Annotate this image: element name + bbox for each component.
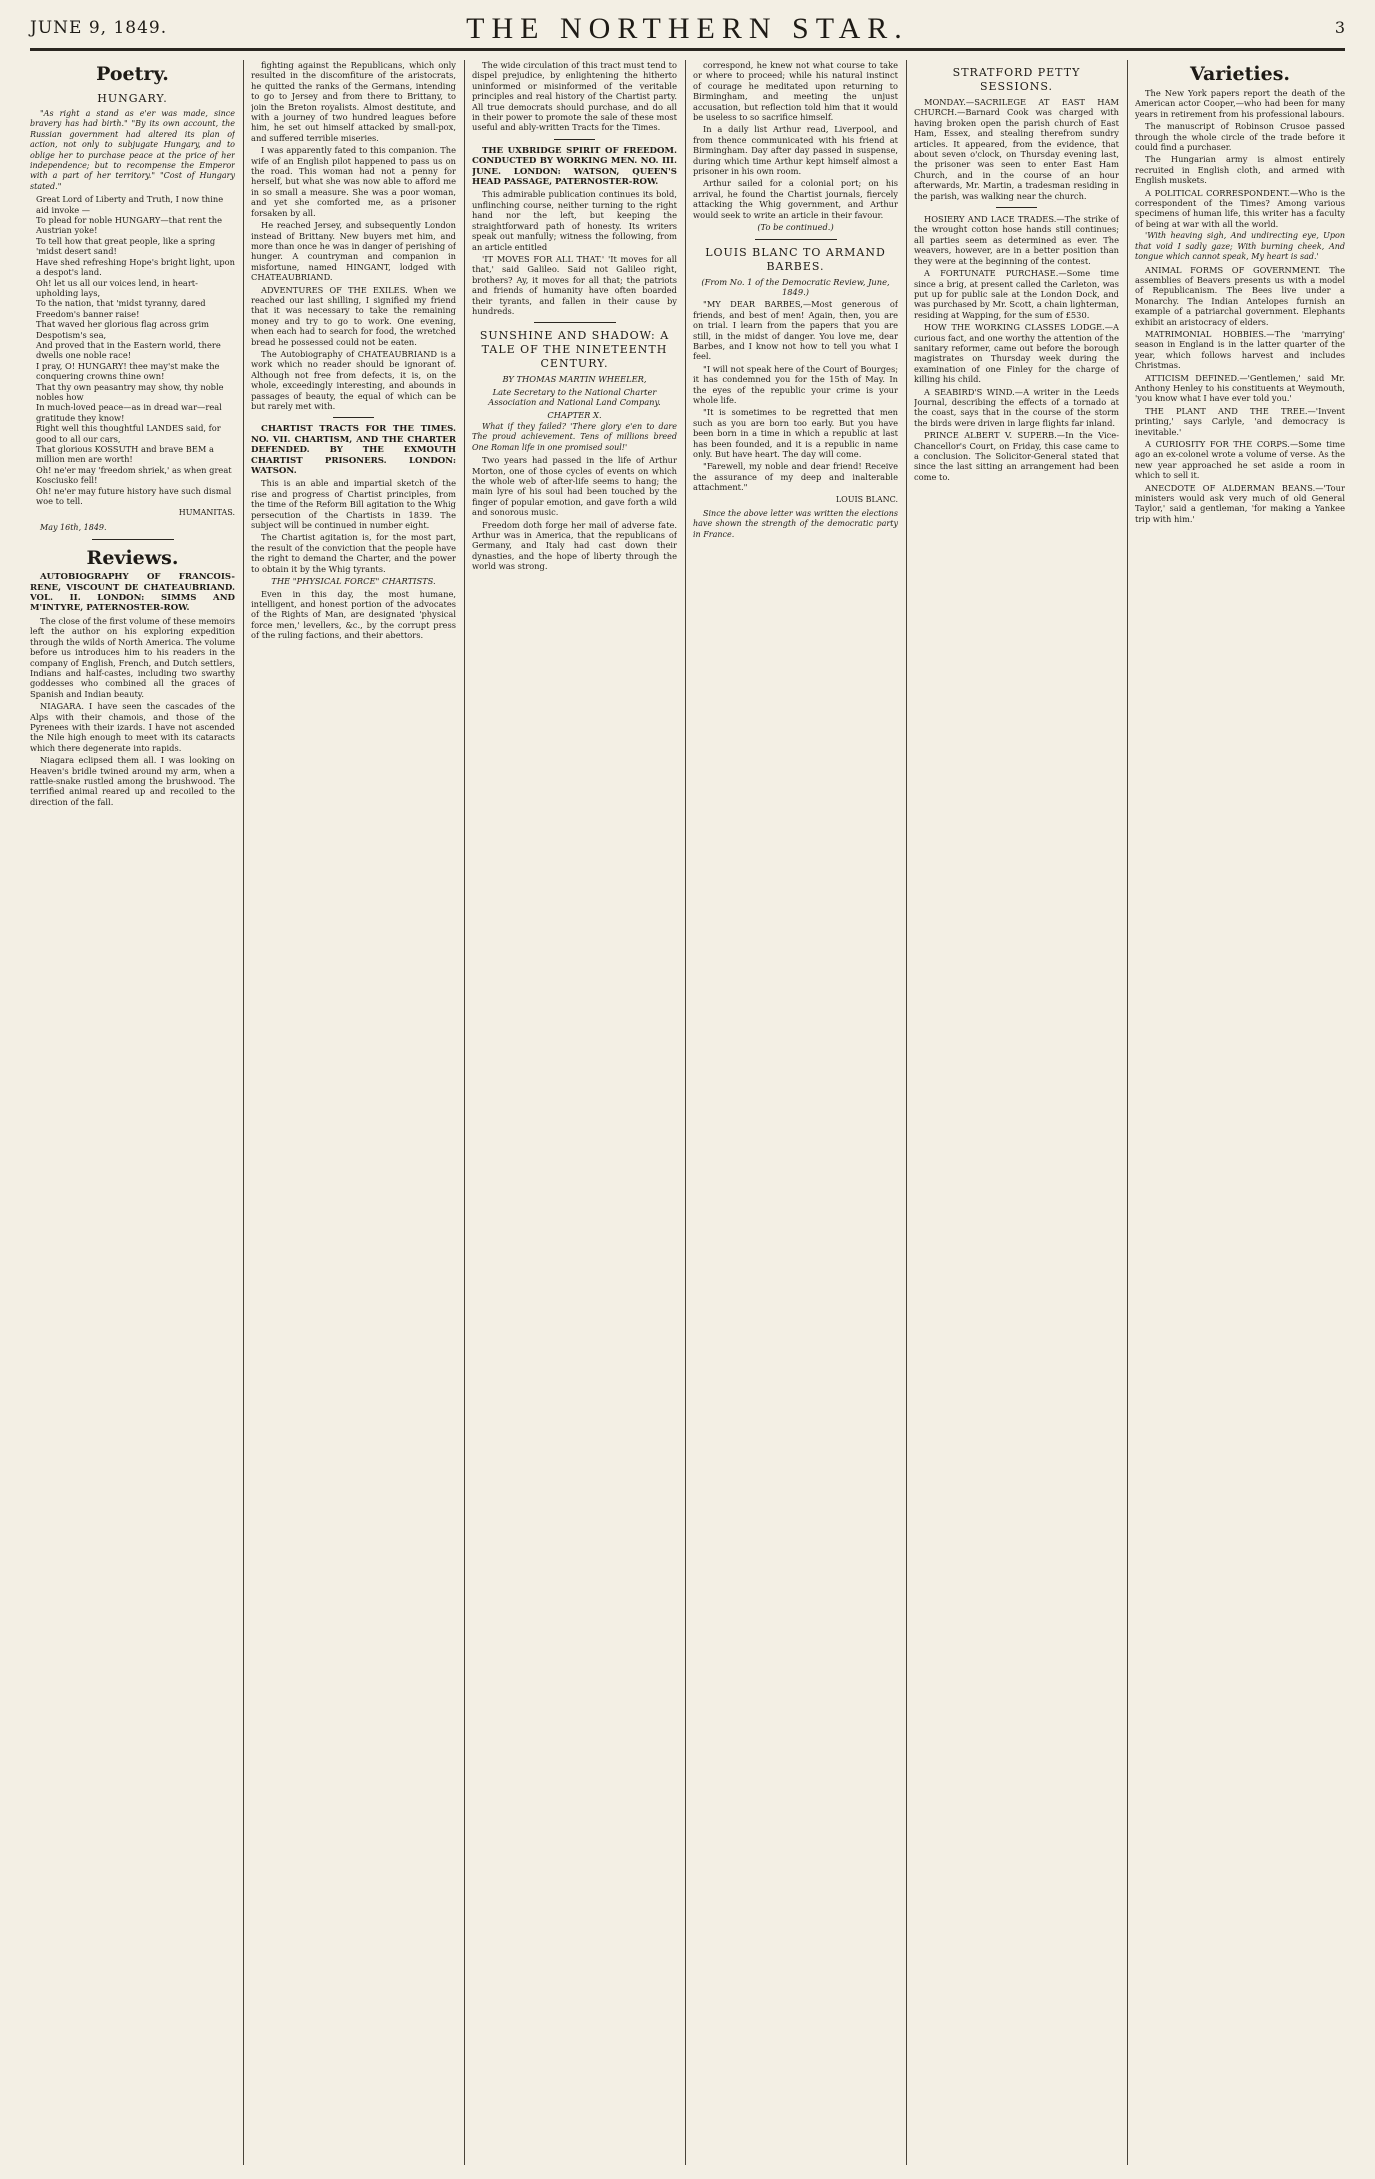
news-paragraph: HOW THE WORKING CLASSES LODGE.—A curious fact, and one worthy the attention of the sanitary reformer, came out before the borough magistrates on Thursday week during the examination of one Finley for the charge of killing his child. (914, 322, 1119, 385)
section-divider (755, 239, 837, 240)
variety-item: ANIMAL FORMS OF GOVERNMENT. The assemblies of Beavers presents us with a model of Republicanism. The Bees live under a Monarchy. The Indian Antelopes furnish an example of a patriarchal government. Elephants exhibit an aristocracy of elders. (1135, 264, 1345, 327)
newspaper-title: THE NORTHERN STAR. (466, 12, 909, 45)
review-paragraph: NIAGARA. I have seen the cascades of the Alps with their chamois, and those of the Pyrenees with their izards. I have not ascended the Nile high enough to meet with its cataracts which there degenerate into rapids. (30, 701, 235, 753)
variety-item: A CURIOSITY FOR THE CORPS.—Some time ago an ex-colonel wrote a volume of verse. As the new year approached he set aside a room in which to sell it. (1135, 439, 1345, 481)
chartist-review-title: CHARTIST TRACTS FOR THE TIMES. NO. VII. CHARTISM, AND THE CHARTER DEFENDED. BY THE EXMOUTH CHARTIST PRISONERS. LONDON: WATSON. (251, 424, 456, 477)
review-paragraph: ADVENTURES OF THE EXILES. When we reached our last shilling, I signified my friend that it was necessary to take the remaining money and try to go to work. One evening, when each had to search for food, the wretched bread he possessed could not be eaten. (251, 284, 456, 347)
poem-signature: HUMANITAS. (178, 508, 235, 518)
poem-line: To plead for noble HUNGARY—that rent the Austrian yoke! (36, 215, 223, 236)
poem-line: That glorious KOSSUTH and brave BEM a million men are worth! (36, 444, 214, 465)
news-paragraph: HOSIERY AND LACE TRADES.—The strike of the wrought cotton hose hands still continues; all parties seem as determined as ever. The weavers, however, are in a better position than they were at the beginning of the contest. (914, 214, 1119, 266)
column-3 (472, 60, 677, 2165)
column-rule (1127, 60, 1128, 2165)
masthead (30, 8, 1345, 50)
sessions-heading: STRATFORD PETTY SESSIONS. (952, 66, 1081, 93)
column-1 (30, 60, 235, 2165)
variety-item: ANECDOTE OF ALDERMAN BEANS.—'Tour ministers would ask very much of old General Taylor,' said a gentleman, 'for making a Yankee trip with him.' (1135, 482, 1345, 524)
column-4 (693, 60, 898, 2165)
poem-line: Oh! let us all our voices lend, in heart-upholding lays, (36, 277, 198, 298)
variety-item: The manuscript of Robinson Crusoe passed through the whole circle of the trade before it could find a purchaser. (1135, 121, 1345, 153)
review-paragraph: This is an able and impartial sketch of the rise and progress of Chartist principles, from the time of the Reform Bill agitation to the Whig persecution of the Chartists in 1839. The subject will be continued in number eight. (251, 478, 456, 531)
review-paragraph: The Chartist agitation is, for the most part, the result of the conviction that the people have the right to demand the Charter, and the power to obtain it by the Whig tyrants. (251, 532, 456, 574)
news-paragraph: A SEABIRD'S WIND.—A writer in the Leeds Journal, describing the effects of a tornado at the coast, says that in the course of the storm the birds were driven in large flights far inland. (914, 386, 1119, 428)
section-heading-varieties: Varieties. (1189, 63, 1291, 85)
poem-line: Right well this thoughtful LANDES said, for good to all our cars, (36, 423, 221, 444)
variety-item: ATTICISM DEFINED.—'Gentlemen,' said Mr. Anthony Henley to his constituents at Weymouth, 'you know what I have ever told you.' (1135, 372, 1345, 404)
letter-paragraph: "It is sometimes to be regretted that men such as you are born too early. But you have been born in a time in which a republic at last has been founded, and it is a republic in name only. But have heart. The day will come. (693, 407, 898, 459)
poem-line: Oh! ne'er may future history have such dismal woe to tell. (36, 485, 232, 507)
variety-item: THE PLANT AND THE TREE.—'Invent printing,' says Carlyle, 'and democracy is inevitable.' (1135, 405, 1345, 437)
poem-line: That waved her glorious flag across grim Despotism's sea, (36, 319, 209, 340)
story-heading: SUNSHINE AND SHADOW: A TALE OF THE NINETEENTH CENTURY. (479, 329, 670, 371)
review-paragraph: He reached Jersey, and subsequently London instead of Brittany. New buyers met him, and more than once he was in danger of perishing of hunger. A countryman and companion in misfortune, named HINGANT, lodged with CHATEAUBRIAND. (251, 220, 456, 283)
section-divider (333, 417, 374, 418)
letter-source: (From No. 1 of the Democratic Review, June, 1849.) (701, 276, 890, 297)
masthead-rule (30, 50, 1345, 51)
letter-paragraph: "Farewell, my noble and dear friend! Receive the assurance of my deep and inalterable attachment." (693, 461, 898, 493)
section-heading-poetry: Poetry. (96, 63, 169, 85)
poem-line: Oh! ne'er may 'freedom shriek,' as when great Kosciusko fell! (36, 464, 232, 486)
review-paragraph: Niagara eclipsed them all. I was looking on Heaven's bridle twined around my arm, when a rattle-snake rustled among the brushwood. The terrified animal reared up and recoiled to the direction of the fall. (30, 755, 235, 807)
review-title: THE UXBRIDGE SPIRIT OF FREEDOM. CONDUCTED BY WORKING MEN. NO. III. JUNE. LONDON: WATSON, QUEEN'S HEAD PASSAGE, PATERNOSTER-ROW. (472, 145, 677, 188)
story-author: BY THOMAS MARTIN WHEELER, (502, 374, 647, 385)
story-paragraph: Freedom doth forge her mail of adverse fate. Arthur was in America, that the republicans of Germany, and Italy had cast down their dynasties, and the hope of liberty through the world was strong. (472, 519, 677, 572)
section-divider (534, 322, 616, 323)
column-rule (685, 60, 686, 2165)
subheading-physical-force: THE "PHYSICAL FORCE" CHARTISTS. (271, 576, 436, 587)
footnote: Since the above letter was written the elections have shown the strength of the democratic party in France. (693, 509, 898, 539)
news-paragraph: PRINCE ALBERT V. SUPERB.—In the Vice-Chancellor's Court, on Friday, this case came to a conclusion. The Solicitor-General stated that since the last sitting an arrangement had been come to. (914, 430, 1119, 482)
letter-paragraph: "MY DEAR BARBES,—Most generous of friends, and best of men! Again, then, you are on trial. I learn from the papers that you are still, in the midst of danger. You love me, dear Barbes, and I know not how to tell you what I feel. (693, 299, 898, 362)
page-number: 3 (1334, 18, 1345, 37)
poem-line: That thy own peasantry may show, thy noble nobles how (36, 381, 224, 402)
poem-line: Have shed refreshing Hope's bright light, upon a despot's land. (36, 256, 235, 278)
variety-verse: 'With heaving sigh, And undirecting eye, Upon that void I sadly gaze; With burning cheek, And tongue which cannot speak, My heart is sad.' (1135, 231, 1345, 262)
story-epigraph: What if they failed? 'There glory e'en to dare The proud achievement. Tens of millions breed One Roman life in one promised soul!' (472, 421, 677, 452)
poem-line: To the nation, that 'midst tyranny, dared Freedom's banner raise! (36, 298, 206, 319)
story-credit: Late Secretary to the National Charter Association and National Land Company. (488, 386, 661, 408)
to-be-continued: (To be continued.) (757, 222, 834, 233)
section-heading-reviews: Reviews. (86, 547, 179, 570)
review-paragraph: This admirable publication continues its bold, unflinching course, neither turning to the right hand nor the left, but keeping the straightforward path of honesty. Its writers speak out manfully; witness the following, from an article entitled (472, 189, 677, 252)
section-divider (554, 139, 595, 140)
chapter-number: CHAPTER X. (547, 409, 602, 420)
variety-item: A POLITICAL CORRESPONDENT.—Who is the correspondent of the Times? Among various specimens of human life, this writer has a faculty of being at war with all the world. (1135, 187, 1345, 229)
story-paragraph: In a daily list Arthur read, Liverpool, and from thence communicated with his friend at Birmingham. Day after day passed in suspense, during which time Arthur kept himself almost a prisoner in his own room. (693, 124, 898, 177)
poem-title: HUNGARY. (97, 92, 168, 105)
poem-line: In much-loved peace—as in dread war—real gratitude they know! (36, 402, 222, 423)
review-paragraph: The Autobiography of CHATEAUBRIAND is a work which no reader should be ignorant of. Although not free from defects, it is, on the whole, exceedingly interesting, and abounds in passages of beauty, the equal of which can be but rarely met with. (251, 348, 456, 411)
column-5 (914, 60, 1119, 2165)
news-paragraph: A FORTUNATE PURCHASE.—Some time since a brig, at present called the Carleton, was put up for public sale at the London Dock, and was purchased by Mr. Scott, a chain lighterman, residing at Wapping, for the sum of £530. (914, 268, 1119, 320)
section-divider (92, 539, 174, 540)
poem-line: To tell how that great people, like a spring 'midst desert sand! (36, 235, 216, 257)
poem-epigraph: "As right a stand as e'er was made, since bravery has had birth." "By its own account, the Russian government had altered its plan of action, not only to subjugate Hungary, and to oblige her to purchase peace at the price of her independence; but to recompense the Emperor with a part of her territory." "Cost of Hungary stated." (30, 109, 235, 191)
column-2 (251, 60, 456, 2165)
poem-line: And proved that in the Eastern world, there dwells one noble race! (36, 339, 221, 361)
variety-item: The New York papers report the death of the American actor Cooper,—who had been for many years in retirement from his professional labours. (1135, 88, 1345, 119)
variety-item: MATRIMONIAL HOBBIES.—The 'marrying' season in England is in the latter quarter of the year, which follows harvest and includes Christmas. (1135, 328, 1345, 371)
review-paragraph: Even in this day, the most humane, intelligent, and honest portion of the advocates of the Rights of Man, are designated 'physical force men,' levellers, &c., by the corrupt press of the ruling factions, and their abettors. (251, 588, 456, 641)
review-paragraph: fighting against the Republicans, which only resulted in the discomfiture of the aristocrats, he quitted the ranks of the Germans, intending to go to Jersey and from there to Brittany, to join the Breton royalists. Almost destitute, and with a journey of two hundred leagues before him, he set out himself attacked by small-pox, and suffered terrible miseries. (251, 60, 456, 143)
issue-date: JUNE 9, 1849. (30, 18, 168, 38)
letter-heading: LOUIS BLANC TO ARMAND BARBES. (705, 245, 886, 273)
column-rule (906, 60, 907, 2165)
poem-line: Great Lord of Liberty and Truth, I now thine aid invoke — (36, 194, 224, 215)
story-paragraph: correspond, he knew not what course to take or where to proceed; while his natural instinct of courage he meditated upon returning to Birmingham, and meeting the unjust accusation, but reflection told him that it would be useless to so sacrifice himself. (693, 60, 898, 123)
review-title: AUTOBIOGRAPHY OF FRANCOIS-RENE, VISCOUNT DE CHATEAUBRIAND. VOL. II. LONDON: SIMMS AND M'INTYRE, PATERNOSTER-ROW. (30, 572, 235, 614)
poem-body (30, 194, 235, 506)
column-rule (464, 60, 465, 2165)
review-paragraph: The wide circulation of this tract must tend to dispel prejudice, by enlightening the hitherto uninformed or misinformed of the veritable principles and real history of the Chartist party. All true democrats should purchase, and do all in their power to promote the sale of these most useful and ably-written Tracts for the Times. (472, 60, 677, 133)
section-divider (996, 207, 1037, 208)
variety-item: The Hungarian army is almost entirely recruited in English cloth, and armed with English muskets. (1135, 154, 1345, 186)
story-paragraph: Two years had passed in the life of Arthur Morton, one of those cycles of events on which the whole web of after-life seems to hang; the main lyre of his soul had been touched by the finger of popular emotion, and gave forth a wild and sonorous music. (472, 455, 677, 518)
review-paragraph: I was apparently fated to this companion. The wife of an English pilot happened to pass us on the road. This woman had not a penny for herself, but what she was now able to afford me in so small a measure. She was a poor woman, and yet she comforted me, as a prisoner forsaken by all. (251, 145, 456, 218)
poem-line: I pray, O! HUNGARY! thee may'st make the conquering crowns thine own! (36, 360, 220, 382)
news-paragraph: MONDAY.—SACRILEGE AT EAST HAM CHURCH.—Barnard Cook was charged with having broken open the parish church of East Ham, Essex, and stealing therefrom sundry articles. It appeared, from the evidence, that about seven o'clock, on Thursday evening last, the prisoner was seen to enter East Ham Church, and in the course of an hour afterwards, Mr. Martin, a tradesman residing in the parish, was walking near the church. (914, 97, 1119, 201)
review-paragraph: 'IT MOVES FOR ALL THAT.' 'It moves for all that,' said Galileo. Said not Galileo right, brothers? Ay, it moves for all that; the patriots and friends of humanity have often boarded their tyrants, and fallen in their cause by hundreds. (472, 253, 677, 316)
review-paragraph: The close of the first volume of these memoirs left the author on his exploring expedition through the wilds of North America. The volume before us introduces him to his readers in the company of English, French, and Dutch settlers, Indians and half-castes, including two swarthy goddesses who combined all the graces of Spanish and Indian beauty. (30, 615, 235, 699)
story-paragraph: Arthur sailed for a colonial port; on his arrival, he found the Chartist journals, fiercely attacking the Whig government, and Arthur would seek to write an article in their favour. (693, 178, 898, 220)
column-6 (1135, 60, 1345, 2165)
letter-signature: LOUIS BLANC. (835, 494, 898, 504)
letter-paragraph: "I will not speak here of the Court of Bourges; it has condemned you for the 15th of May. In the eyes of the republic your crime is your whole life. (693, 363, 898, 405)
poem-date: May 16th, 1849. (40, 522, 107, 532)
column-rule (243, 60, 244, 2165)
